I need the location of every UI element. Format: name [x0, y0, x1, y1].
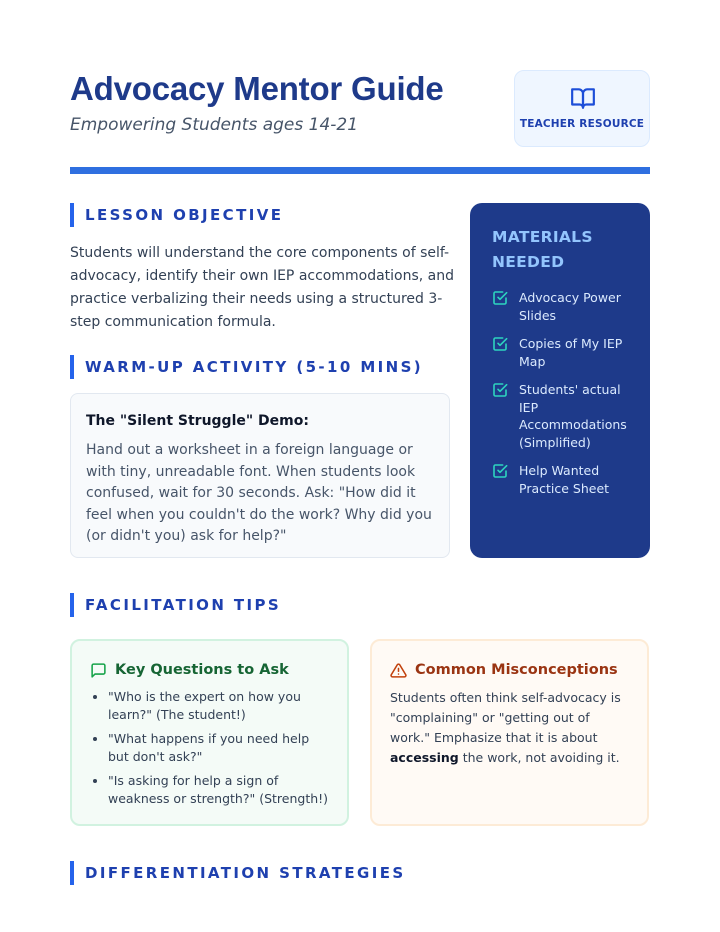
message-square-icon: [90, 662, 107, 679]
book-open-icon: [568, 85, 598, 111]
material-label: Students' actual IEP Accommodations (Simplified): [519, 382, 627, 450]
misconceptions-text: Students often think self-advocacy is "complaining" or "getting out of work." Emphasize that it is about accessing the work, not avoiding it.: [390, 690, 621, 765]
materials-panel: [470, 203, 650, 558]
checkbox-icon: [492, 382, 508, 398]
checkbox-icon: [492, 290, 508, 306]
list-item: [492, 335, 636, 370]
misconceptions-card: [370, 639, 649, 826]
warmup-heading: WARM-UP ACTIVITY (5-10 MINS): [70, 355, 423, 379]
questions-list: [90, 688, 329, 807]
emphasis-text: accessing: [390, 750, 459, 765]
list-item: "Is asking for help a sign of weakness or strength?" (Strength!): [90, 772, 329, 807]
misconceptions-title: Common Misconceptions: [390, 660, 629, 680]
demo-title: The "Silent Struggle" Demo:: [86, 413, 309, 429]
header-divider: [70, 167, 650, 174]
material-label: Help Wanted Practice Sheet: [519, 463, 610, 496]
list-item: [492, 462, 636, 497]
lesson-objective-heading: LESSON OBJECTIVE: [70, 203, 283, 227]
material-label: Copies of My IEP Map: [519, 336, 623, 369]
checkbox-icon: [492, 463, 508, 479]
badge-label: TEACHER RESOURCE: [519, 118, 645, 130]
lesson-objective-text: Students will understand the core components of self-advocacy, identify their own IEP accommodations, and practice verbalizing their needs using a structured 3-step communication formula.: [70, 245, 455, 330]
list-item: [492, 381, 636, 451]
materials-title: MATERIALS NEEDED: [492, 228, 593, 271]
differentiation-heading: DIFFERENTIATION STRATEGIES: [70, 861, 406, 885]
key-questions-title: Key Questions to Ask: [90, 660, 329, 680]
alert-triangle-icon: [390, 662, 407, 679]
header: [70, 70, 650, 150]
list-item: "What happens if you need help but don't ask?": [90, 730, 329, 765]
list-item: "Who is the expert on how you learn?" (The student!): [90, 688, 329, 723]
key-questions-card: [70, 639, 349, 826]
material-label: Advocacy Power Slides: [519, 290, 621, 323]
materials-list: [492, 289, 636, 497]
facilitation-heading: FACILITATION TIPS: [70, 593, 281, 617]
list-item: [492, 289, 636, 324]
page-subtitle: Empowering Students ages 14-21: [70, 115, 359, 135]
demo-text: Hand out a worksheet in a foreign language or with tiny, unreadable font. When students look confused, wait for 30 seconds. Ask: "How did it feel when you couldn't do the work? Why did you (or didn't you) ask for help?": [86, 442, 432, 544]
page-title: Advocacy Mentor Guide: [70, 70, 444, 107]
teacher-resource-badge: [514, 70, 650, 147]
warmup-demo-card: [70, 393, 450, 558]
checkbox-icon: [492, 336, 508, 352]
